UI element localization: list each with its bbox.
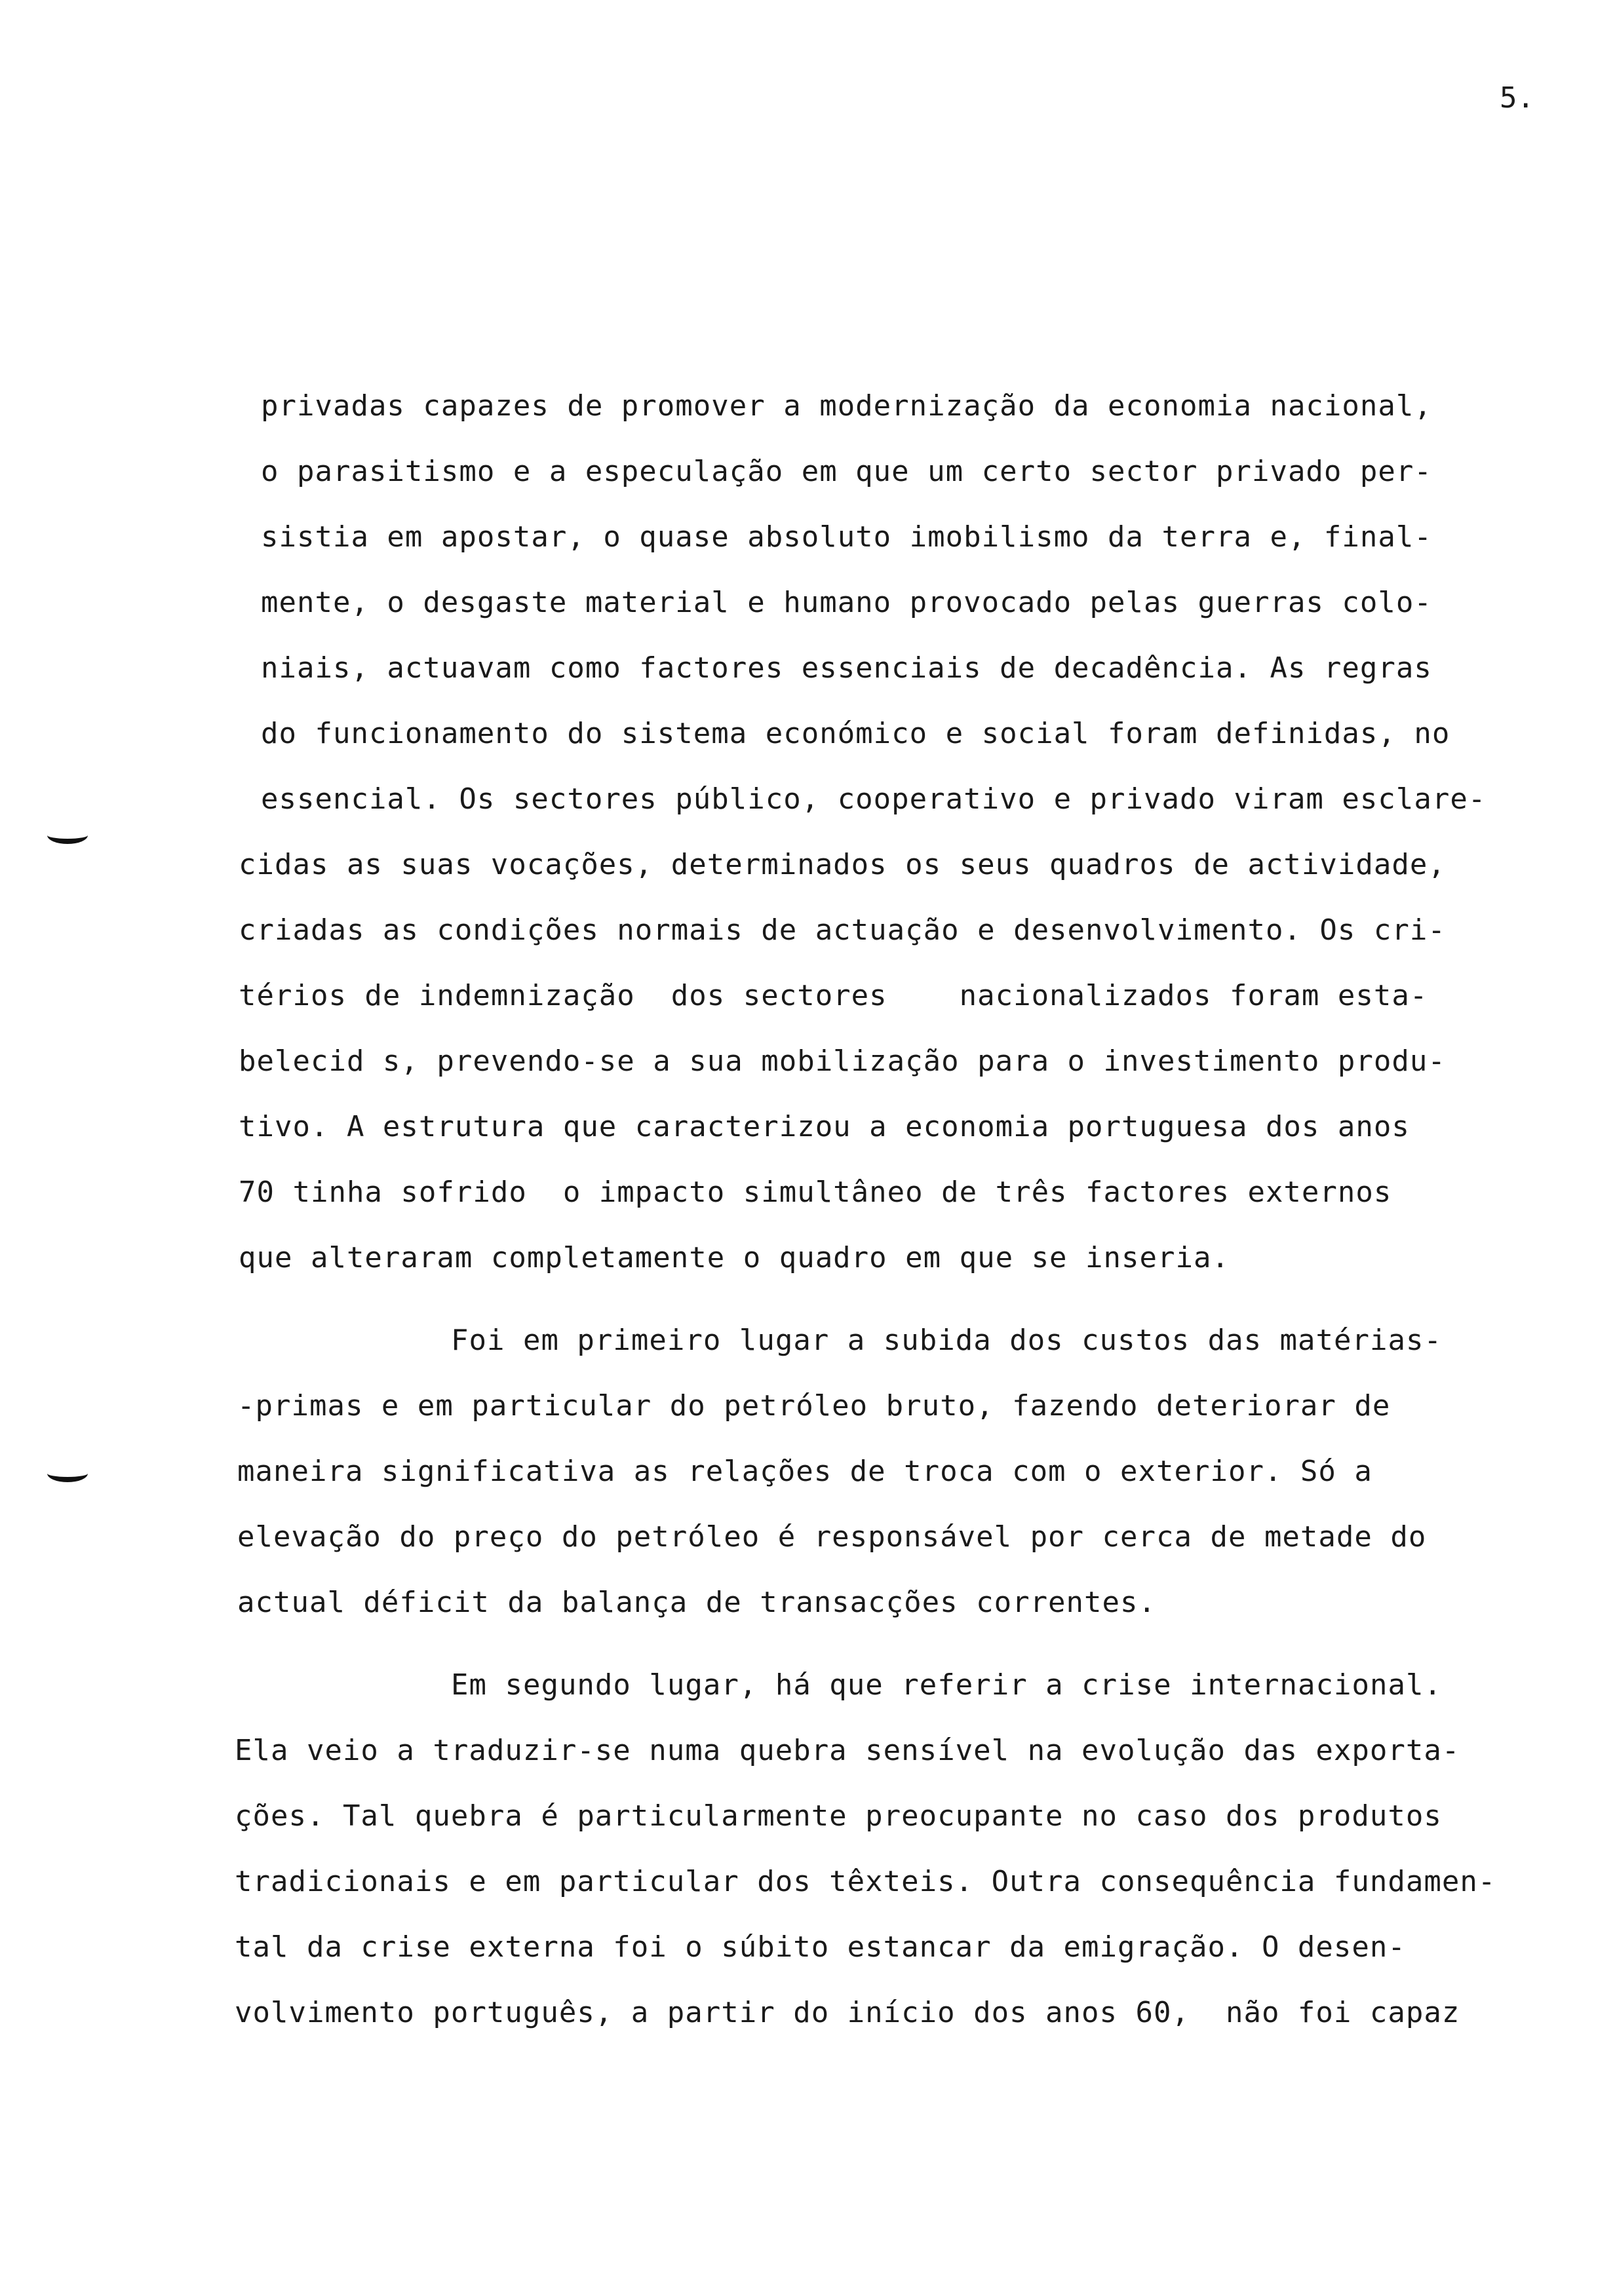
text-line: do funcionamento do sistema económico e social foram definidas, no <box>261 717 1450 750</box>
text-line: belecid s, prevendo-se a sua mobilização para o investimento produ- <box>239 1044 1446 1078</box>
text-line: elevação do preço do petróleo é responsável por cerca de metade do <box>237 1520 1427 1554</box>
text-line: 70 tinha sofrido o impacto simultâneo de três factores externos <box>239 1176 1392 1209</box>
text-line: essencial. Os sectores público, cooperativo e privado viram esclare- <box>261 782 1487 816</box>
text-line: volvimento português, a partir do início dos anos 60, não foi capaz <box>235 1996 1460 2029</box>
text-line: tivo. A estrutura que caracterizou a economia portuguesa dos anos <box>239 1110 1410 1143</box>
text-line: tradicionais e em particular dos têxteis. Outra consequência fundamen- <box>235 1865 1496 1898</box>
margin-mark <box>47 822 88 844</box>
text-line: Foi em primeiro lugar a subida dos custos das matérias- <box>451 1324 1442 1357</box>
text-line: o parasitismo e a especulação em que um certo sector privado per- <box>261 455 1432 488</box>
text-line: -primas e em particular do petróleo bruto, fazendo deteriorar de <box>237 1389 1391 1423</box>
text-line: niais, actuavam como factores essenciais de decadência. As regras <box>261 651 1432 685</box>
text-line: mente, o desgaste material e humano provocado pelas guerras colo- <box>261 586 1432 619</box>
margin-mark <box>47 1460 88 1482</box>
text-line: tal da crise externa foi o súbito estancar da emigração. O desen- <box>235 1930 1406 1964</box>
text-line: Em segundo lugar, há que referir a crise internacional. <box>451 1668 1442 1702</box>
text-line: actual déficit da balança de transacções correntes. <box>237 1586 1157 1619</box>
text-line: que alteraram completamente o quadro em que se inseria. <box>239 1241 1230 1274</box>
text-line: sistia em apostar, o quase absoluto imobilismo da terra e, final- <box>261 520 1432 554</box>
text-line: cidas as suas vocações, determinados os seus quadros de actividade, <box>239 848 1446 881</box>
text-line: ções. Tal quebra é particularmente preocupante no caso dos produtos <box>235 1799 1442 1833</box>
text-line: Ela veio a traduzir-se numa quebra sensível na evolução das exporta- <box>235 1734 1460 1767</box>
text-line: criadas as condições normais de actuação e desenvolvimento. Os cri- <box>239 913 1446 947</box>
page-number: 5. <box>1500 81 1534 115</box>
text-line: maneira significativa as relações de troca com o exterior. Só a <box>237 1455 1372 1488</box>
text-line: térios de indemnização dos sectores nacionalizados foram esta- <box>239 979 1428 1012</box>
text-line: privadas capazes de promover a modernização da economia nacional, <box>261 389 1432 423</box>
